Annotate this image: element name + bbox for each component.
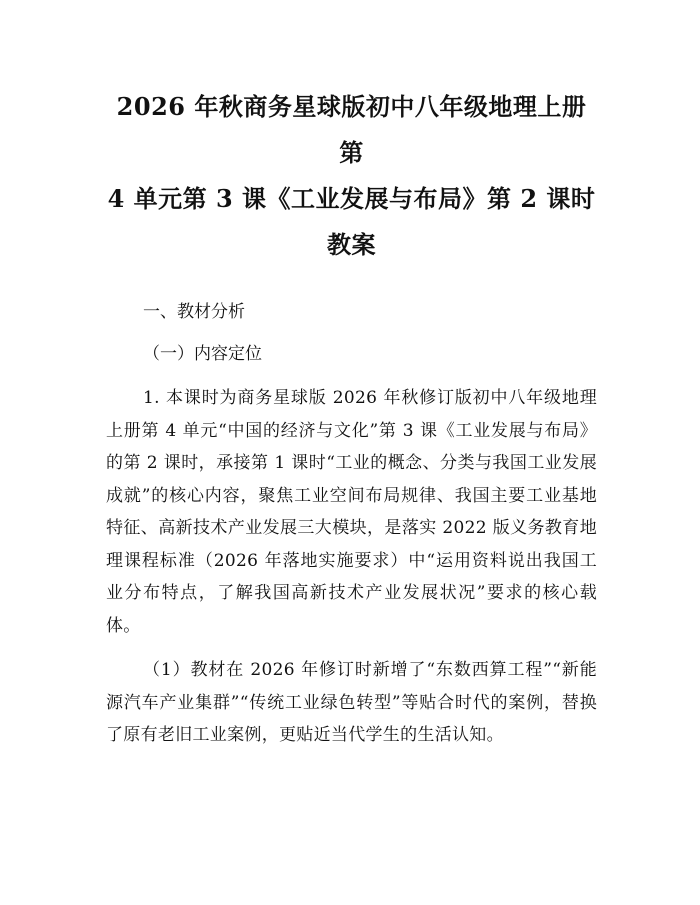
subsection-heading: （一）内容定位 xyxy=(143,344,262,364)
paragraph-1: 1. 本课时为商务星球版 2026 年秋修订版初中八年级地理上册第 4 单元“中国的经济与文化”第 3 课《工业发展与布局》的第 2 课时，承接第 1 课时“工业的概念、分类与我国工业发展成就”的核心内容，聚焦工业空间布局规律、我国主要工业基地特征、高新技术产业发展三大模块，是落实 2022 版义务教育地理课程标准（2026 年落地实施要求）中“运用资料说出我国工业分布特点，了解我国高新技术产业发展状况”要求的核心载体。 xyxy=(106,388,597,636)
title-line-2: 4 单元第 3 课《工业发展与布局》第 2 课时 xyxy=(107,184,596,213)
title-line-1: 2026 年秋商务星球版初中八年级地理上册第 xyxy=(116,92,587,167)
paragraph-2: （1）教材在 2026 年修订时新增了“东数西算工程”“新能源汽车产业集群”“传统工业绿色转型”等贴合时代的案例，替换了原有老旧工业案例，更贴近当代学生的生活认知。 xyxy=(106,660,597,745)
title-line-3: 教案 xyxy=(327,230,376,259)
document-title xyxy=(106,84,597,268)
section-heading: 一、教材分析 xyxy=(143,302,245,322)
